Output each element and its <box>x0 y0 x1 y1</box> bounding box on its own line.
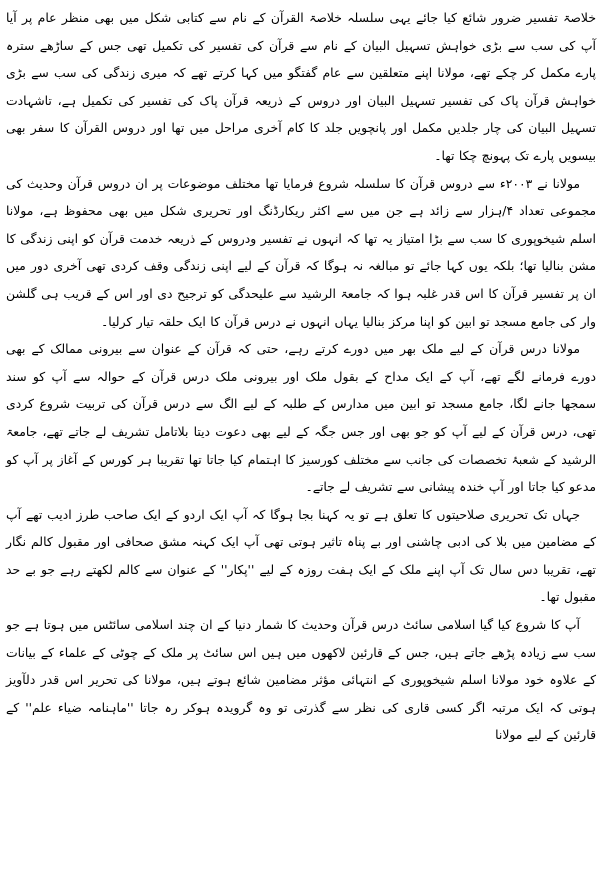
paragraph-islami-site: آپ کا شروع کیا گیا اسلامی سائٹ درس قرآن وحدیث کا شمار دنیا کے ان چند اسلامی سائٹس میں ہوتا ہے جو سب سے زیادہ پڑھے جاتے ہیں، جس کے قارئین لاکھوں میں ہیں اس سائٹ پر ملک کے چوٹی کے علماء کے بیانات کے علاوہ خود مولانا اسلم شیخوپوری کے انتہائی مؤثر مضامین شائع ہوتے ہیں، مولانا کی تحریر اس قدر دلآویز ہوتی کہ ایک مرتبہ اگر کسی قاری کی نظر سے گذرتی تو وہ گرویدہ ہوکر رہ جاتا ''ماہنامہ ضیاء علم'' کے قارئین کے لیے مولانا <box>6 617 596 743</box>
paragraph-tahreeri-salahiyat: جہاں تک تحریری صلاحیتوں کا تعلق ہے تو یہ کہنا بجا ہوگا کہ آپ ایک اردو کے ایک صاحب طرز ادیب تھے آپ کے مضامین میں بلا کی ادبی چاشنی اور بے پناہ تاثیر ہوتی تھی آپ ایک کہنہ مشق صحافی اور مقبول کالم نگار تھے، تقریبا دس سال تک آپ اپنے ملک کے ایک ہفت روزہ کے لیے ''پکار'' کے عنوان سے کالم لکھتے رہے جو بے حد مقبول تھا۔ <box>6 506 596 605</box>
paragraph-tafseer-khwahish: خلاصۃ تفسیر ضرور شائع کیا جائے یہی سلسلہ خلاصۃ القرآن کے نام سے کتابی شکل میں بھی منظر عام پر آیا آپ کی سب سے بڑی خواہش تسہیل البیان کے نام سے قرآن کی تفسیر کی تکمیل تھی جس کے ساڑھے سترہ پارے مکمل کر چکے تھے، مولانا اپنے متعلقین سے عام گفتگو میں کہا کرتے تھے کہ میری زندگی کی سب سے بڑی خواہش قرآن پاک کی تفسیر تسہیل البیان اور دروس کے ذریعہ قرآن پاک کی تفسیر کی تکمیل ہے، تاشہادت تسہیل البیان کی چار جلدیں مکمل اور پانچویں جلد کا کام آخری مراحل میں تھا اور دروس القرآن کا سفر بھی بیسویں پارے تک پہونچ چکا تھا۔ <box>6 10 596 163</box>
paragraph-doray: مولانا درس قرآن کے لیے ملک بھر میں دورے کرتے رہے، حتی کہ قرآن کے عنوان سے بیرونی ممالک کے بھی دورے فرمانے لگے تھے، آپ کے ایک مداح کے بقول ملک اور بیرونی ملک درس قرآن کے حوالہ سے آپ کو سند سمجھا جانے لگا، جامع مسجد تو ابین میں مدارس کے طلبہ کے لیے الگ سے درس قرآن کی تربیت شروع کردی تھی، درس قرآن کے لیے آپ کو جو بھی اور جس جگہ کے لیے بھی دعوت دیتا بلاتامل تشریف لے جاتے تھے، جامعۃ الرشید کے شعبۂ تخصصات کی جانب سے مختلف کورسیز کا اہتمام کیا جاتا تھا تقریبا ہر کورس کے آغاز پر آپ کو مدعو کیا جاتا اور آپ خندہ پیشانی سے تشریف لے جاتے۔ <box>6 341 596 495</box>
paragraph-duroos-quran: مولانا نے ۲۰۰۳ء سے دروس قرآن کا سلسلہ شروع فرمایا تھا مختلف موضوعات پر ان دروس قرآن وحدیث کی مجموعی تعداد ۴/ہزار سے زائد ہے جن میں سے اکثر ریکارڈنگ اور تحریری شکل میں بھی محفوظ ہے، مولانا اسلم شیخوپوری کا سب سے بڑا امتیاز یہ تھا کہ انہوں نے تفسیر ودروس کے ذریعہ خدمت قرآن کو اپنی زندگی کا مشن بنالیا تھا؛ بلکہ یوں کہا جائے تو مبالغہ نہ ہوگا کہ قرآن کے لیے اپنی زندگی وقف کردی تھی آخری دور میں ان پر تفسیر قرآن کا اس قدر غلبہ ہوا کہ جامعۃ الرشید سے علیحدگی کو ترجیح دی اور اس کے قریب ہی گلشن وار کی جامع مسجد تو ابین کو اپنا مرکز بنالیا یہاں انہوں نے درس قرآن کا ایک حلقہ تیار کرلیا۔ <box>6 175 596 329</box>
